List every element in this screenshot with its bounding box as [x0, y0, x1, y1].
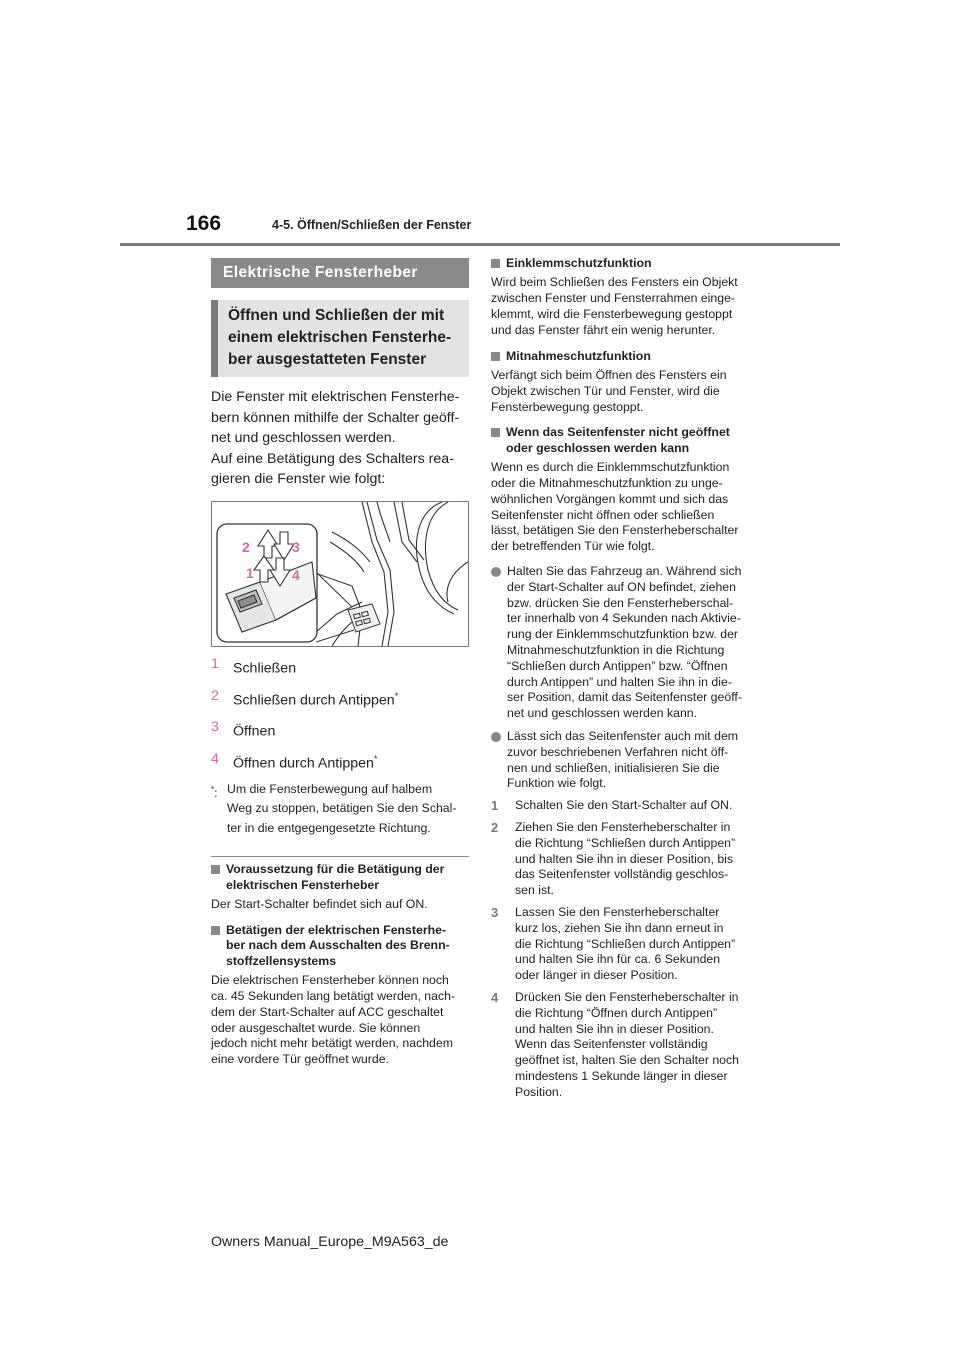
legend-list	[211, 655, 469, 774]
bullet-line: ter innerhalb von 4 Sekunden nach Aktivie-	[507, 611, 741, 626]
legend-label: Öffnen	[233, 724, 276, 741]
bullet-line: Halten Sie das Fahrzeug an. Während sich	[507, 563, 742, 578]
step-item	[491, 820, 751, 899]
square-bullet-icon	[491, 428, 500, 437]
window-switch-illustration	[211, 501, 469, 647]
note-line: oder die Mitnahmeschutzfunktion zu unge-	[491, 476, 723, 490]
bullet-line: “Schließen durch Antippen” bzw. “Öffnen	[507, 658, 728, 673]
bullet-line: zuvor beschriebenen Verfahren nicht öff-	[507, 744, 729, 759]
note-line: Der Start-Schalter befindet sich auf ON.	[211, 897, 428, 912]
note-line: lässt, betätigen Sie den Fensterheberschalter	[491, 523, 739, 538]
note-block	[491, 256, 751, 339]
bullet-line: durch Antippen” und halten Sie ihn in die-	[507, 674, 732, 689]
note-heading-line: elektrischen Fensterheber	[226, 877, 380, 892]
note-body	[491, 368, 751, 415]
bullet-line: bzw. drücken Sie den Fensterheberschal-	[507, 595, 734, 610]
note-block	[211, 862, 469, 913]
note-heading	[211, 923, 469, 969]
note-block	[491, 425, 751, 555]
legend-label: Schließen durch Antippen	[233, 692, 395, 709]
bullet-line: nen und schließen, initialisieren Sie die	[507, 760, 720, 775]
bullet-line: Mitnahmeschutzfunktion in die Richtung	[507, 642, 725, 657]
bullet-item	[491, 729, 751, 792]
note-body	[491, 275, 751, 338]
step-number: 2	[491, 819, 499, 835]
step-line: Lassen Sie den Fensterheberschalter	[515, 904, 720, 919]
note-line: klemmt, wird die Fensterbewegung gestoppt	[491, 307, 733, 321]
note-heading-line: Einklemmschutzfunktion	[506, 256, 652, 270]
square-bullet-icon	[211, 865, 220, 874]
note-line: dem der Start-Schalter auf ACC geschaltet	[211, 1004, 444, 1019]
note-line: Die elektrischen Fensterheber können noch	[211, 973, 449, 988]
note-heading-line: oder geschlossen werden kann	[506, 440, 690, 455]
step-number: 1	[491, 798, 499, 814]
note-line: Seitenfenster nicht öffnen oder schließen	[491, 507, 715, 522]
bullet-line: der Start-Schalter auf ON befindet, ziehen	[507, 579, 736, 594]
legend-item	[211, 750, 469, 774]
footnote-star: *	[211, 784, 215, 794]
intro-paragraph	[211, 387, 469, 490]
footnote-marker: *	[394, 690, 399, 701]
section-title-box	[211, 258, 469, 288]
bullet-line: rung der Einklemmschutzfunktion bzw. der	[507, 627, 739, 642]
illustration-drawing	[212, 502, 468, 646]
note-heading-line: Voraussetzung für die Betätigung der	[226, 862, 445, 877]
note-line: Wird beim Schließen des Fensters ein Objekt	[491, 275, 738, 290]
step-line: und halten Sie ihn in dieser Position.	[515, 1021, 714, 1036]
note-line: jedoch nicht mehr betätigt werden, nachdem	[211, 1036, 453, 1051]
section-heading: 4-5. Öffnen/Schließen der Fenster	[272, 218, 472, 232]
intro-line: bern können mithilfe der Schalter geöff-	[211, 409, 460, 426]
note-line: Wenn es durch die Einklemmschutzfunktion	[491, 460, 730, 475]
legend-label: Öffnen durch Antippen	[233, 755, 374, 772]
subsection-title-box	[211, 300, 469, 377]
notes-divider	[211, 856, 469, 857]
legend-number: 3	[211, 719, 219, 736]
step-line: oder länger in dieser Position.	[515, 968, 678, 983]
intro-line: net und geschlossen werden.	[211, 430, 396, 447]
intro-line: Die Fenster mit elektrischen Fensterhe-	[211, 389, 460, 405]
note-heading	[211, 862, 469, 893]
step-item	[491, 798, 751, 814]
step-line: und halten Sie ihn für ca. 6 Sekunden	[515, 952, 721, 967]
note-heading-line: Wenn das Seitenfenster nicht geöffnet	[506, 425, 730, 440]
note-line: wöhnlichen Vorgängen kommt und sich das	[491, 491, 729, 506]
footnote-marker: *	[373, 754, 378, 765]
step-line: sen ist.	[515, 883, 554, 898]
step-number: 3	[491, 904, 499, 920]
note-line: der betreffenden Tür wie folgt.	[491, 539, 655, 554]
note-line: eine vordere Tür geöffnet wurde.	[211, 1052, 389, 1067]
note-heading-line: ber nach dem Ausschalten des Brenn-	[226, 938, 450, 953]
bullet-item	[491, 564, 751, 722]
step-line: Position.	[515, 1084, 563, 1099]
figure-label: 1	[246, 564, 254, 581]
step-line: die Richtung “Schließen durch Antippen”	[515, 835, 736, 850]
square-bullet-icon	[491, 352, 500, 361]
bullet-line: Lässt sich das Seitenfenster auch mit dem	[507, 728, 739, 743]
legend-label: Schließen	[233, 660, 297, 677]
figure-label: 2	[242, 538, 250, 555]
note-heading	[491, 425, 751, 456]
step-line: kurz los, ziehen Sie ihn dann erneut in	[515, 920, 724, 935]
bullet-line: Funktion wie folgt.	[507, 776, 607, 791]
intro-line: gieren die Fenster wie folgt:	[211, 471, 386, 488]
note-body	[211, 973, 469, 1068]
page-number: 166	[186, 212, 222, 235]
square-bullet-icon	[211, 926, 220, 935]
note-heading	[491, 256, 751, 271]
subsection-title-line: Öffnen und Schließen der mit	[228, 307, 445, 324]
step-item	[491, 905, 751, 984]
note-line: zwischen Fenster und Fensterrahmen einge-	[491, 291, 736, 306]
section-title: Elektrische Fensterheber	[223, 264, 418, 281]
step-line: Schalten Sie den Start-Schalter auf ON.	[515, 798, 733, 813]
legend-item	[211, 687, 469, 711]
step-line: mindestens 1 Sekunde länger in dieser	[515, 1068, 728, 1083]
step-item	[491, 990, 751, 1101]
footnote-line: ter in die entgegengesetzte Richtung.	[227, 820, 431, 835]
note-heading-line: Betätigen der elektrischen Fensterhe-	[226, 923, 447, 938]
legend-number: 4	[211, 751, 219, 768]
subsection-title-line: ber ausgestatteten Fenster	[228, 351, 427, 368]
header-divider	[120, 243, 840, 246]
note-heading	[491, 349, 751, 364]
round-bullet-icon	[491, 732, 501, 742]
step-line: Drücken Sie den Fensterheberschalter in	[515, 989, 739, 1004]
legend-number: 1	[211, 655, 219, 672]
subsection-title-line: einem elektrischen Fensterhe-	[228, 329, 452, 346]
step-line: geöffnet ist, halten Sie den Schalter noch	[515, 1053, 740, 1068]
note-body	[211, 897, 469, 913]
figure-label: 3	[292, 538, 300, 555]
note-body	[491, 460, 751, 555]
note-block	[491, 349, 751, 416]
note-line: Verfängt sich beim Öffnen des Fensters ein	[491, 368, 727, 382]
legend-number: 2	[211, 687, 219, 704]
step-number: 4	[491, 989, 499, 1005]
footnote	[211, 780, 469, 839]
bullet-line: ser Position, damit das Seitenfenster geöff-	[507, 690, 742, 705]
note-block	[211, 923, 469, 1068]
note-heading-line: stoffzellensystems	[226, 953, 337, 968]
round-bullet-icon	[491, 567, 501, 577]
step-line: das Seitenfenster vollständig geschlos-	[515, 867, 729, 882]
legend-item	[211, 718, 469, 742]
footer-manual-id: Owners Manual_Europe_M9A563_de	[211, 1234, 449, 1250]
legend-item	[211, 655, 469, 679]
figure-label: 4	[292, 566, 300, 583]
step-line: Wenn das Seitenfenster vollständig	[515, 1037, 708, 1052]
step-line: die Richtung “Öffnen durch Antippen”	[515, 1005, 718, 1020]
intro-line: Auf eine Betätigung des Schalters rea-	[211, 450, 454, 467]
note-line: Objekt zwischen Tür und Fenster, wird die	[491, 383, 720, 398]
bullet-line: net und geschlossen werden kann.	[507, 706, 698, 721]
left-column	[211, 258, 469, 1068]
note-line: oder ausgeschaltet wurde. Sie können	[211, 1020, 421, 1035]
note-line: ca. 45 Sekunden lang betätigt werden, nach-	[211, 989, 456, 1004]
footnote-line: Um die Fensterbewegung auf halbem	[227, 781, 433, 796]
note-line: und das Fenster fährt ein wenig herunter.	[491, 322, 716, 337]
step-line: und halten Sie ihn in dieser Position, bis	[515, 851, 734, 866]
square-bullet-icon	[491, 259, 500, 268]
note-line: Fensterbewegung gestoppt.	[491, 399, 644, 414]
right-column	[491, 256, 751, 1100]
footnote-colon: :	[214, 786, 218, 800]
footnote-line: Weg zu stoppen, betätigen Sie den Schal-	[227, 801, 457, 816]
step-line: die Richtung “Schließen durch Antippen”	[515, 936, 736, 951]
step-line: Ziehen Sie den Fensterheberschalter in	[515, 819, 731, 834]
note-heading-line: Mitnahmeschutzfunktion	[506, 348, 651, 363]
